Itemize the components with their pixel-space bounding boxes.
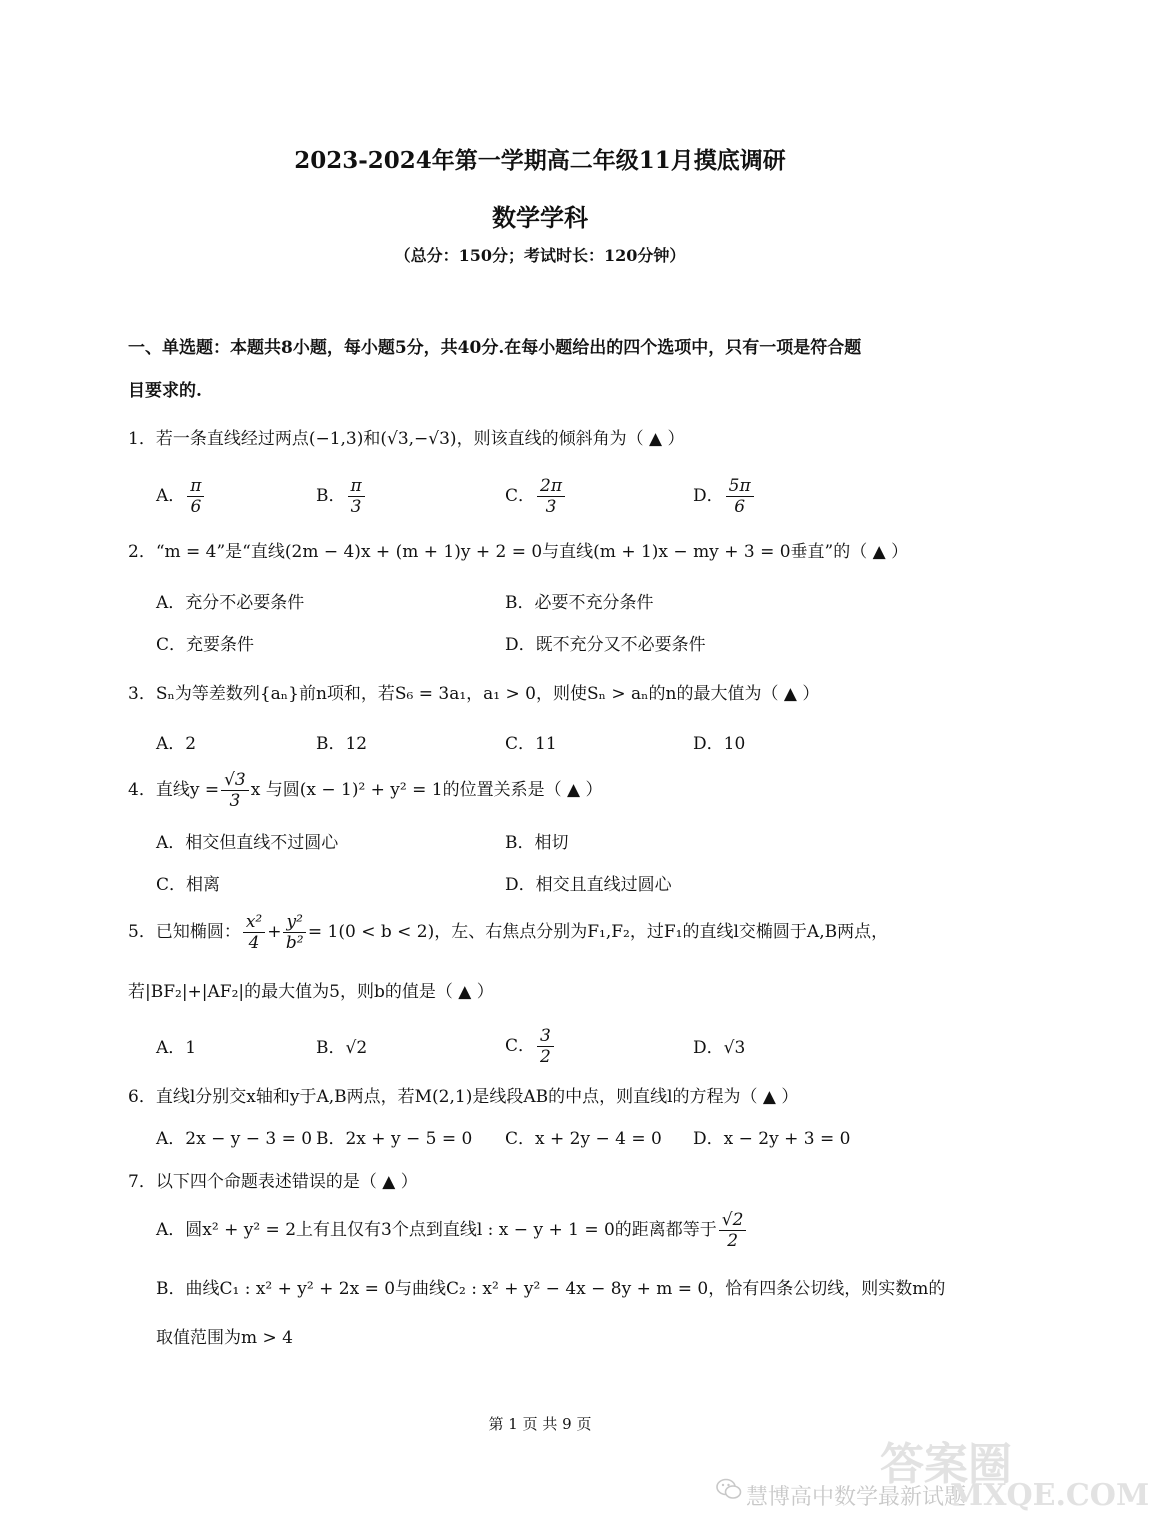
question-5-option-a: A．1 [156,1038,197,1058]
question-6-option-c: C．x + 2y − 4 = 0 [505,1129,662,1149]
watermark-channel: 慧博高中数学最新试题 [746,1485,967,1510]
question-6-option-d: D．x − 2y + 3 = 0 [693,1129,851,1149]
question-4-stem: 4．直线y = $\frac{√3}{3}$ x 与圆(x − 1)² + y² = 1的位置关系是（ ▲ ） [128,770,603,811]
question-7-option-b-line1: B．曲线C₁ : x² + y² + 2x = 0与曲线C₂ : x² + y² − 4x − 8y + m = 0，恰有四条公切线，则实数m的 [156,1279,946,1299]
question-5-option-c: C． $\frac{3}{2}$ [505,1026,556,1067]
question-1-stem: 1．若一条直线经过两点(−1,3)和(√3,−√3)，则该直线的倾斜角为（ ▲ ） [128,429,685,449]
question-5-stem-line2: 若|BF₂|+|AF₂|的最大值为5，则b的值是（ ▲ ） [128,982,494,1002]
section-heading-line2: 目要求的. [128,381,202,401]
question-4-option-d: D．相交且直线过圆心 [505,875,672,895]
wechat-icon [716,1478,742,1500]
question-2-stem: 2．“m = 4”是“直线(2m − 4)x + (m + 1)y + 2 = 0与直线(m + 1)x − my + 3 = 0垂直”的（ ▲ ） [128,542,909,562]
exam-info: （总分：150分；考试时长：120分钟） [394,246,686,265]
question-1-option-b: B． $\frac{\pi}{3}$ [316,476,367,517]
question-3-option-d: D．10 [693,734,746,754]
question-4-option-c: C．相离 [156,875,221,895]
exam-title: 2023-2024年第一学期高二年级11月摸底调研 [294,147,786,174]
question-6-option-a: A．2x − y − 3 = 0 [156,1129,313,1149]
question-2-option-b: B．必要不充分条件 [505,593,654,613]
question-1-option-a: A． $\frac{\pi}{6}$ [156,476,206,517]
question-5-option-d: D．√3 [693,1038,746,1058]
question-2-option-c: C．充要条件 [156,635,255,655]
question-6-stem: 6．直线l分别交x轴和y于A,B两点，若M(2,1)是线段AB的中点，则直线l的方程为（ ▲ ） [128,1087,799,1107]
question-3-option-b: B．12 [316,734,368,754]
question-3-option-c: C．11 [505,734,557,754]
question-6-option-b: B．2x + y − 5 = 0 [316,1129,473,1149]
watermark-site: MXQE.COM [950,1478,1149,1513]
section-heading-line1: 一、单选题：本题共8小题，每小题5分，共40分.在每小题给出的四个选项中，只有一项是符合题 [128,338,862,358]
question-1-option-d: D． $\frac{5\pi}{6}$ [693,476,756,517]
question-2-option-d: D．既不充分又不必要条件 [505,635,706,655]
question-3-stem: 3．Sₙ为等差数列{aₙ}前n项和，若S₆ = 3a₁，a₁ > 0，则使Sₙ > aₙ的n的最大值为（ ▲ ） [128,684,820,704]
page-footer: 第 1 页 共 9 页 [488,1415,592,1433]
question-5-option-b: B．√2 [316,1038,368,1058]
subject-title: 数学学科 [492,203,588,232]
watermark-logo: 答案圈 [880,1439,1012,1490]
question-1-option-c: C． $\frac{2\pi}{3}$ [505,476,567,517]
question-4-option-b: B．相切 [505,833,569,853]
question-5-stem: 5．已知椭圆： $\frac{\text{x²}}{4}$ + $\frac{\text{y²}}{\text{b²}}$ = 1(0 < b < 2)，左、右焦点分别为F₁,F₂，过F₁的直线l交椭圆于A,B两点， [128,912,889,953]
question-4-option-a: A．相交但直线不过圆心 [156,833,339,853]
question-3-option-a: A．2 [156,734,197,754]
question-2-option-a: A．充分不必要条件 [156,593,305,613]
question-7-option-a: A．圆x² + y² = 2上有且仅有3个点到直线l : x − y + 1 = 0的距离都等于 $\frac{√2}{2}$ [156,1210,748,1251]
question-7-stem: 7．以下四个命题表述错误的是（ ▲ ） [128,1172,418,1192]
question-7-option-b-line2: 取值范围为m > 4 [156,1328,293,1348]
